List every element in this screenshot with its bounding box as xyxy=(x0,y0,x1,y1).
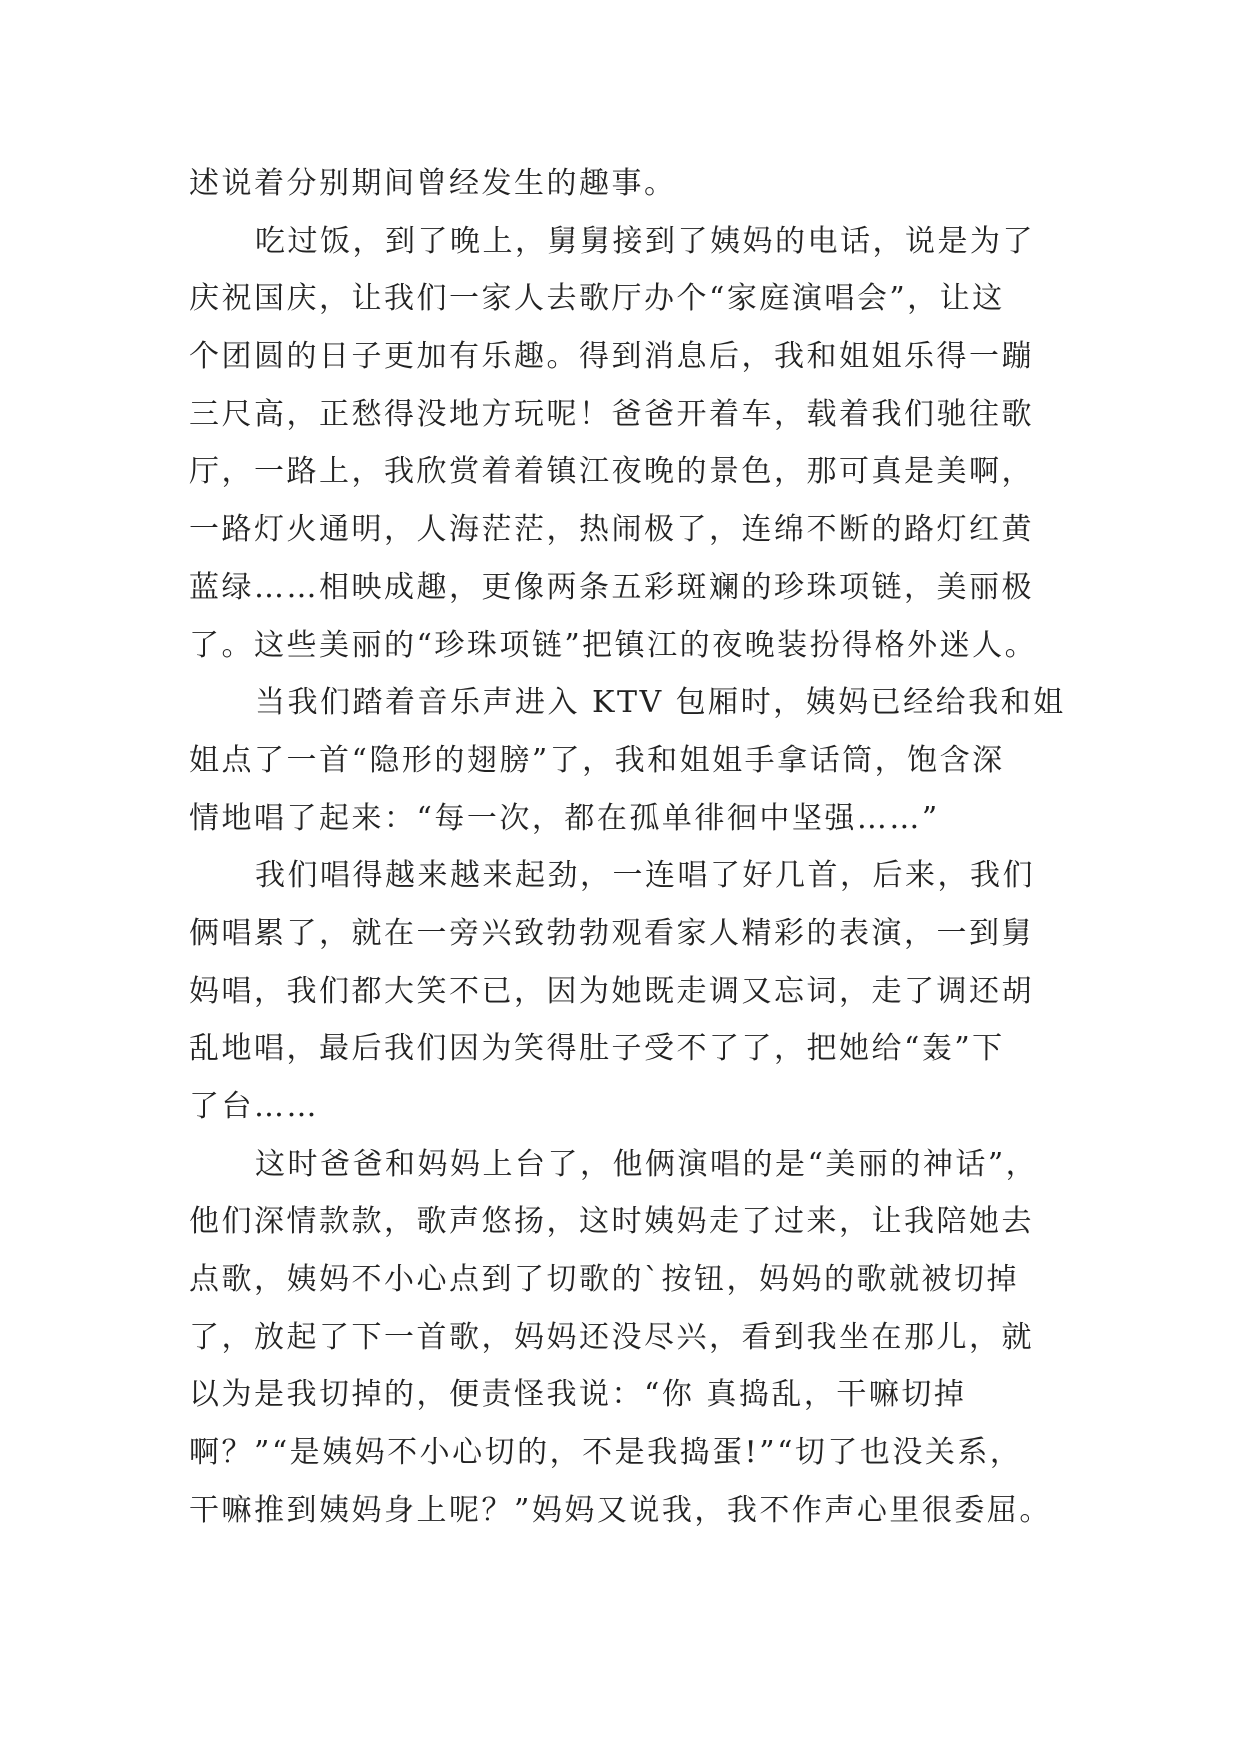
text-line: 乱地唱，最后我们因为笑得肚子受不了了，把她给“轰”下 xyxy=(189,1031,1005,1067)
text-line: 庆祝国庆，让我们一家人去歌厅办个“家庭演唱会”，让这 xyxy=(189,281,1005,317)
text-line: 三尺高，正愁得没地方玩呢！爸爸开着车，载着我们驰往歌 xyxy=(189,396,1034,432)
paragraph-start-line: 吃过饭，到了晚上，舅舅接到了姨妈的电话，说是为了 xyxy=(255,223,1035,259)
paragraph-start-line: 这时爸爸和妈妈上台了，他俩演唱的是“美丽的神话”， xyxy=(255,1146,1039,1182)
text-line: 蓝绿……相映成趣，更像两条五彩斑斓的珍珠项链，美丽极 xyxy=(189,569,1034,605)
text-line: 姐点了一首“隐形的翅膀”了，我和姐姐手拿话筒，饱含深 xyxy=(189,742,1005,778)
paragraph-start-line: 当我们踏着音乐声进入 KTV 包厢时，姨妈已经给我和姐 xyxy=(255,685,1066,721)
text-line: 情地唱了起来：“每一次，都在孤单徘徊中坚强……” xyxy=(189,800,940,836)
text-line: 了台…… xyxy=(189,1089,319,1124)
paragraph-start-line: 我们唱得越来越来起劲，一连唱了好几首，后来，我们 xyxy=(255,858,1035,894)
text-line: 个团圆的日子更加有乐趣。得到消息后，我和姐姐乐得一蹦 xyxy=(189,339,1034,375)
text-line: 俩唱累了，就在一旁兴致勃勃观看家人精彩的表演，一到舅 xyxy=(189,915,1034,951)
text-line: 干嘛推到姨妈身上呢？”妈妈又说我，我不作声心里很委屈。 xyxy=(189,1492,1052,1528)
text-line: 以为是我切掉的，便责怪我说：“你 真捣乱，干嘛切掉 xyxy=(189,1377,967,1413)
text-line: 妈唱，我们都大笑不已，因为她既走调又忘词，走了调还胡 xyxy=(189,973,1034,1009)
text-line: 啊？”“是姨妈不小心切的，不是我捣蛋!”“切了也没关系， xyxy=(189,1435,1023,1471)
text-line: 述说着分别期间曾经发生的趣事。 xyxy=(189,166,677,201)
text-line: 了。这些美丽的“珍珠项链”把镇江的夜晚装扮得格外迷人。 xyxy=(189,627,1038,663)
text-line: 一路灯火通明，人海茫茫，热闹极了，连绵不断的路灯红黄 xyxy=(189,512,1034,548)
text-line: 了，放起了下一首歌，妈妈还没尽兴，看到我坐在那儿，就 xyxy=(189,1319,1034,1355)
body-text xyxy=(189,155,1066,1540)
text-line: 点歌，姨妈不小心点到了切歌的`按钮，妈妈的歌就被切掉 xyxy=(189,1262,1019,1298)
text-line: 他们深情款款，歌声悠扬，这时姨妈走了过来，让我陪她去 xyxy=(189,1204,1034,1240)
text-line: 厅，一路上，我欣赏着着镇江夜晚的景色，那可真是美啊， xyxy=(189,454,1034,490)
